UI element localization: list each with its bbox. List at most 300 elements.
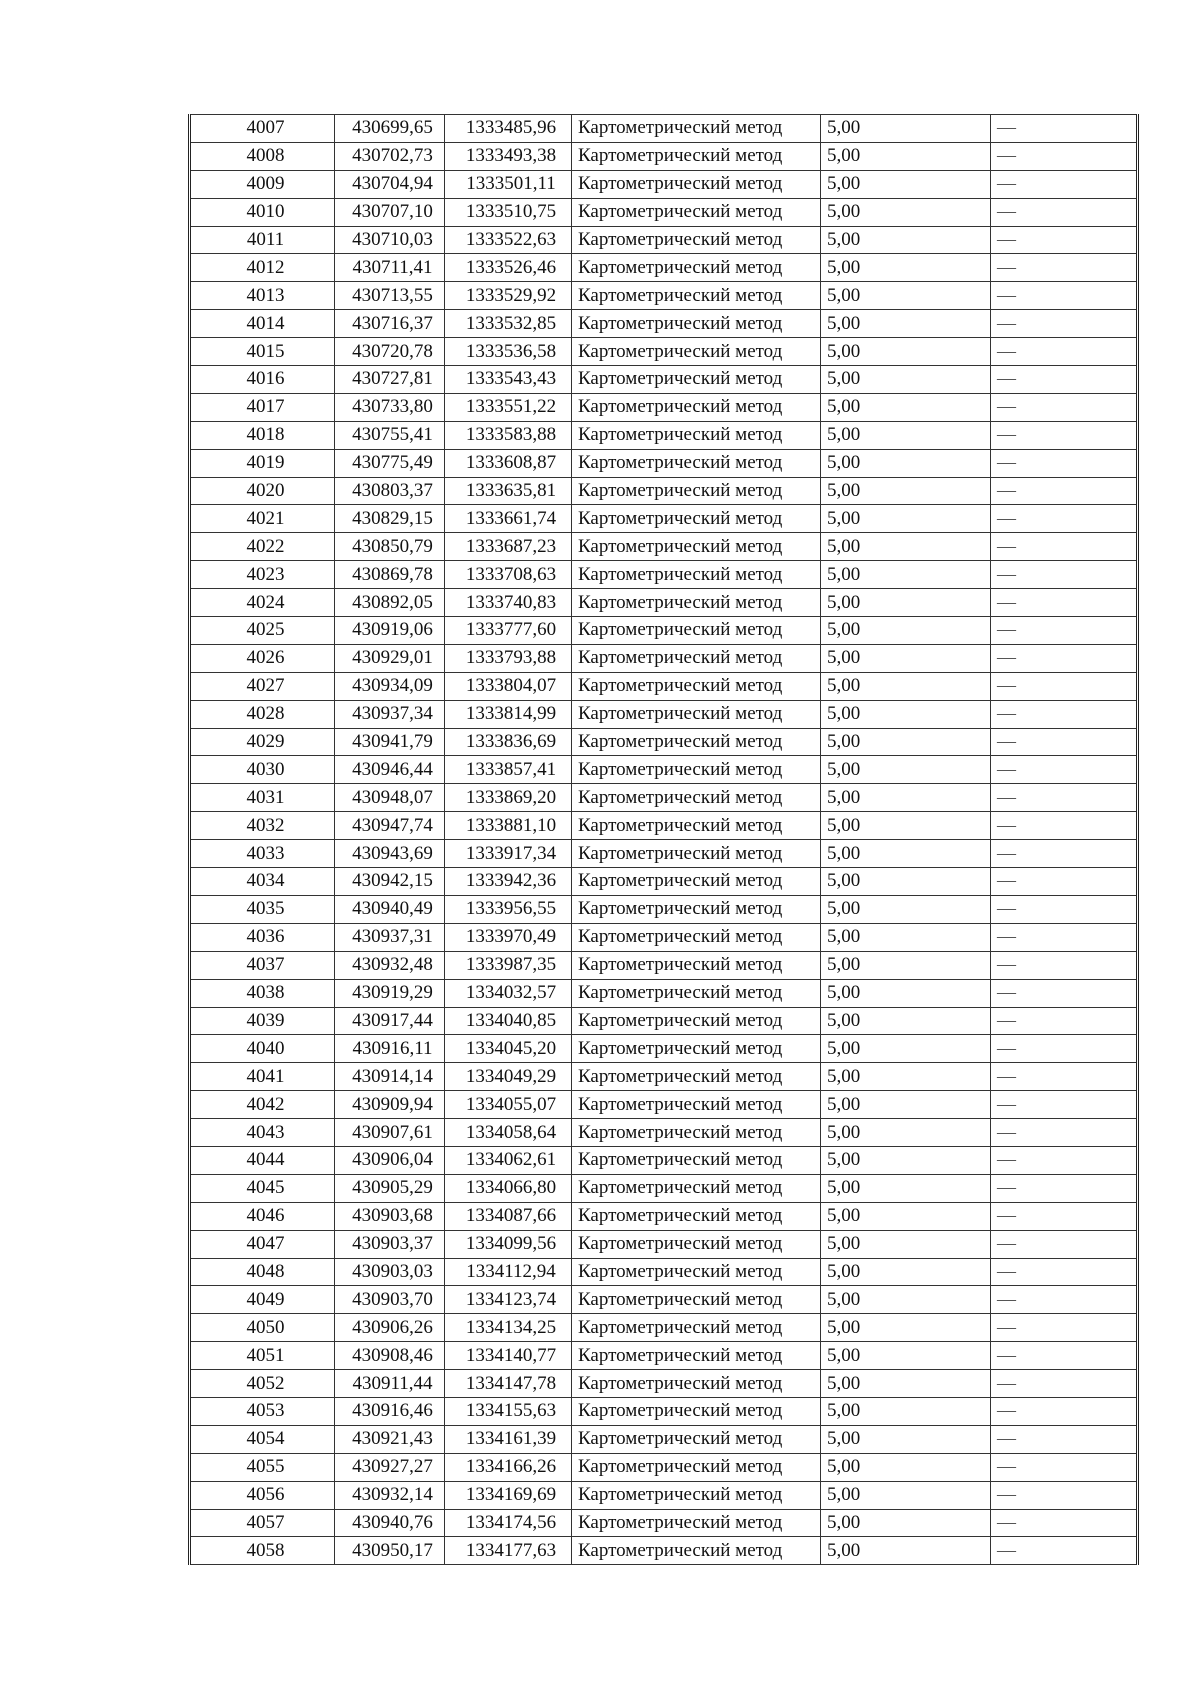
- method-cell: Картометрический метод: [572, 1146, 821, 1174]
- accuracy-cell: 5,00: [821, 505, 991, 533]
- method-cell: Картометрический метод: [572, 338, 821, 366]
- x-coordinate-cell: 430937,34: [335, 700, 445, 728]
- point-number-cell: 4055: [190, 1453, 335, 1481]
- accuracy-cell: 5,00: [821, 644, 991, 672]
- table-row: [190, 756, 1138, 784]
- table-row: [190, 1258, 1138, 1286]
- table-row: [190, 1007, 1138, 1035]
- x-coordinate-cell: 430911,44: [335, 1370, 445, 1398]
- x-coordinate-cell: 430903,68: [335, 1202, 445, 1230]
- note-cell: —: [991, 756, 1138, 784]
- method-cell: Картометрический метод: [572, 923, 821, 951]
- point-number-cell: 4009: [190, 170, 335, 198]
- x-coordinate-cell: 430716,37: [335, 310, 445, 338]
- y-coordinate-cell: 1334174,56: [445, 1509, 572, 1537]
- point-number-cell: 4029: [190, 728, 335, 756]
- table-row: [190, 617, 1138, 645]
- note-cell: —: [991, 1397, 1138, 1425]
- method-cell: Картометрический метод: [572, 561, 821, 589]
- y-coordinate-cell: 1334049,29: [445, 1063, 572, 1091]
- x-coordinate-cell: 430775,49: [335, 449, 445, 477]
- x-coordinate-cell: 430906,26: [335, 1314, 445, 1342]
- x-coordinate-cell: 430850,79: [335, 533, 445, 561]
- x-coordinate-cell: 430940,49: [335, 895, 445, 923]
- point-number-cell: 4019: [190, 449, 335, 477]
- y-coordinate-cell: 1333485,96: [445, 115, 572, 143]
- method-cell: Картометрический метод: [572, 115, 821, 143]
- method-cell: Картометрический метод: [572, 979, 821, 1007]
- point-number-cell: 4010: [190, 198, 335, 226]
- method-cell: Картометрический метод: [572, 449, 821, 477]
- accuracy-cell: 5,00: [821, 1230, 991, 1258]
- point-number-cell: 4031: [190, 784, 335, 812]
- table-row: [190, 282, 1138, 310]
- point-number-cell: 4030: [190, 756, 335, 784]
- method-cell: Картометрический метод: [572, 784, 821, 812]
- table-row: [190, 366, 1138, 394]
- method-cell: Картометрический метод: [572, 589, 821, 617]
- accuracy-cell: 5,00: [821, 840, 991, 868]
- note-cell: —: [991, 1035, 1138, 1063]
- table-row: [190, 1230, 1138, 1258]
- accuracy-cell: 5,00: [821, 951, 991, 979]
- accuracy-cell: 5,00: [821, 1258, 991, 1286]
- table-row: [190, 1202, 1138, 1230]
- accuracy-cell: 5,00: [821, 700, 991, 728]
- point-number-cell: 4050: [190, 1314, 335, 1342]
- y-coordinate-cell: 1334045,20: [445, 1035, 572, 1063]
- note-cell: —: [991, 1146, 1138, 1174]
- note-cell: —: [991, 784, 1138, 812]
- point-number-cell: 4013: [190, 282, 335, 310]
- note-cell: —: [991, 198, 1138, 226]
- accuracy-cell: 5,00: [821, 1035, 991, 1063]
- note-cell: —: [991, 1063, 1138, 1091]
- table-row: [190, 561, 1138, 589]
- accuracy-cell: 5,00: [821, 979, 991, 1007]
- method-cell: Картометрический метод: [572, 1063, 821, 1091]
- method-cell: Картометрический метод: [572, 198, 821, 226]
- x-coordinate-cell: 430720,78: [335, 338, 445, 366]
- note-cell: —: [991, 1342, 1138, 1370]
- point-number-cell: 4008: [190, 142, 335, 170]
- note-cell: —: [991, 895, 1138, 923]
- accuracy-cell: 5,00: [821, 1314, 991, 1342]
- table-row: [190, 505, 1138, 533]
- x-coordinate-cell: 430932,14: [335, 1481, 445, 1509]
- point-number-cell: 4052: [190, 1370, 335, 1398]
- x-coordinate-cell: 430903,03: [335, 1258, 445, 1286]
- point-number-cell: 4046: [190, 1202, 335, 1230]
- y-coordinate-cell: 1333687,23: [445, 533, 572, 561]
- method-cell: Картометрический метод: [572, 282, 821, 310]
- x-coordinate-cell: 430727,81: [335, 366, 445, 394]
- method-cell: Картометрический метод: [572, 644, 821, 672]
- point-number-cell: 4051: [190, 1342, 335, 1370]
- y-coordinate-cell: 1333543,43: [445, 366, 572, 394]
- method-cell: Картометрический метод: [572, 812, 821, 840]
- y-coordinate-cell: 1333987,35: [445, 951, 572, 979]
- method-cell: Картометрический метод: [572, 840, 821, 868]
- y-coordinate-cell: 1334062,61: [445, 1146, 572, 1174]
- accuracy-cell: 5,00: [821, 449, 991, 477]
- table-row: [190, 1481, 1138, 1509]
- method-cell: Картометрический метод: [572, 1342, 821, 1370]
- y-coordinate-cell: 1334140,77: [445, 1342, 572, 1370]
- accuracy-cell: 5,00: [821, 1342, 991, 1370]
- point-number-cell: 4054: [190, 1425, 335, 1453]
- table-row: [190, 1174, 1138, 1202]
- point-number-cell: 4043: [190, 1119, 335, 1147]
- x-coordinate-cell: 430919,06: [335, 617, 445, 645]
- note-cell: —: [991, 644, 1138, 672]
- point-number-cell: 4049: [190, 1286, 335, 1314]
- point-number-cell: 4017: [190, 393, 335, 421]
- accuracy-cell: 5,00: [821, 115, 991, 143]
- table-row: [190, 951, 1138, 979]
- x-coordinate-cell: 430940,76: [335, 1509, 445, 1537]
- y-coordinate-cell: 1334161,39: [445, 1425, 572, 1453]
- x-coordinate-cell: 430947,74: [335, 812, 445, 840]
- y-coordinate-cell: 1333942,36: [445, 868, 572, 896]
- x-coordinate-cell: 430914,14: [335, 1063, 445, 1091]
- x-coordinate-cell: 430733,80: [335, 393, 445, 421]
- y-coordinate-cell: 1334169,69: [445, 1481, 572, 1509]
- accuracy-cell: 5,00: [821, 282, 991, 310]
- table-row: [190, 1035, 1138, 1063]
- y-coordinate-cell: 1333917,34: [445, 840, 572, 868]
- table-row: [190, 421, 1138, 449]
- note-cell: —: [991, 449, 1138, 477]
- point-number-cell: 4032: [190, 812, 335, 840]
- method-cell: Картометрический метод: [572, 226, 821, 254]
- x-coordinate-cell: 430892,05: [335, 589, 445, 617]
- x-coordinate-cell: 430950,17: [335, 1537, 445, 1565]
- x-coordinate-cell: 430917,44: [335, 1007, 445, 1035]
- point-number-cell: 4040: [190, 1035, 335, 1063]
- y-coordinate-cell: 1333510,75: [445, 198, 572, 226]
- method-cell: Картометрический метод: [572, 477, 821, 505]
- x-coordinate-cell: 430916,11: [335, 1035, 445, 1063]
- accuracy-cell: 5,00: [821, 728, 991, 756]
- accuracy-cell: 5,00: [821, 561, 991, 589]
- accuracy-cell: 5,00: [821, 1370, 991, 1398]
- x-coordinate-cell: 430906,04: [335, 1146, 445, 1174]
- y-coordinate-cell: 1333661,74: [445, 505, 572, 533]
- x-coordinate-cell: 430942,15: [335, 868, 445, 896]
- coordinates-table-body: [190, 115, 1138, 1565]
- y-coordinate-cell: 1333583,88: [445, 421, 572, 449]
- note-cell: —: [991, 1314, 1138, 1342]
- table-row: [190, 700, 1138, 728]
- accuracy-cell: 5,00: [821, 1091, 991, 1119]
- note-cell: —: [991, 979, 1138, 1007]
- note-cell: —: [991, 338, 1138, 366]
- method-cell: Картометрический метод: [572, 700, 821, 728]
- y-coordinate-cell: 1333970,49: [445, 923, 572, 951]
- x-coordinate-cell: 430948,07: [335, 784, 445, 812]
- method-cell: Картометрический метод: [572, 1453, 821, 1481]
- method-cell: Картометрический метод: [572, 756, 821, 784]
- x-coordinate-cell: 430934,09: [335, 672, 445, 700]
- method-cell: Картометрический метод: [572, 672, 821, 700]
- x-coordinate-cell: 430943,69: [335, 840, 445, 868]
- note-cell: —: [991, 1174, 1138, 1202]
- point-number-cell: 4016: [190, 366, 335, 394]
- note-cell: —: [991, 1230, 1138, 1258]
- y-coordinate-cell: 1333635,81: [445, 477, 572, 505]
- point-number-cell: 4014: [190, 310, 335, 338]
- table-row: [190, 115, 1138, 143]
- accuracy-cell: 5,00: [821, 142, 991, 170]
- accuracy-cell: 5,00: [821, 1063, 991, 1091]
- accuracy-cell: 5,00: [821, 1481, 991, 1509]
- x-coordinate-cell: 430908,46: [335, 1342, 445, 1370]
- table-row: [190, 1397, 1138, 1425]
- y-coordinate-cell: 1333608,87: [445, 449, 572, 477]
- table-row: [190, 812, 1138, 840]
- note-cell: —: [991, 421, 1138, 449]
- y-coordinate-cell: 1333493,38: [445, 142, 572, 170]
- note-cell: —: [991, 1091, 1138, 1119]
- method-cell: Картометрический метод: [572, 1091, 821, 1119]
- method-cell: Картометрический метод: [572, 170, 821, 198]
- point-number-cell: 4047: [190, 1230, 335, 1258]
- y-coordinate-cell: 1333740,83: [445, 589, 572, 617]
- note-cell: —: [991, 226, 1138, 254]
- y-coordinate-cell: 1333804,07: [445, 672, 572, 700]
- note-cell: —: [991, 254, 1138, 282]
- y-coordinate-cell: 1333536,58: [445, 338, 572, 366]
- x-coordinate-cell: 430713,55: [335, 282, 445, 310]
- y-coordinate-cell: 1333708,63: [445, 561, 572, 589]
- x-coordinate-cell: 430707,10: [335, 198, 445, 226]
- x-coordinate-cell: 430711,41: [335, 254, 445, 282]
- accuracy-cell: 5,00: [821, 1146, 991, 1174]
- point-number-cell: 4034: [190, 868, 335, 896]
- y-coordinate-cell: 1334099,56: [445, 1230, 572, 1258]
- table-row: [190, 1509, 1138, 1537]
- table-row: [190, 254, 1138, 282]
- note-cell: —: [991, 477, 1138, 505]
- accuracy-cell: 5,00: [821, 366, 991, 394]
- accuracy-cell: 5,00: [821, 756, 991, 784]
- point-number-cell: 4044: [190, 1146, 335, 1174]
- y-coordinate-cell: 1334040,85: [445, 1007, 572, 1035]
- table-row: [190, 226, 1138, 254]
- method-cell: Картометрический метод: [572, 310, 821, 338]
- y-coordinate-cell: 1334112,94: [445, 1258, 572, 1286]
- note-cell: —: [991, 115, 1138, 143]
- x-coordinate-cell: 430803,37: [335, 477, 445, 505]
- note-cell: —: [991, 812, 1138, 840]
- y-coordinate-cell: 1333551,22: [445, 393, 572, 421]
- accuracy-cell: 5,00: [821, 589, 991, 617]
- x-coordinate-cell: 430921,43: [335, 1425, 445, 1453]
- point-number-cell: 4024: [190, 589, 335, 617]
- table-row: [190, 1314, 1138, 1342]
- accuracy-cell: 5,00: [821, 170, 991, 198]
- note-cell: —: [991, 868, 1138, 896]
- table-row: [190, 449, 1138, 477]
- point-number-cell: 4021: [190, 505, 335, 533]
- method-cell: Картометрический метод: [572, 1537, 821, 1565]
- y-coordinate-cell: 1333532,85: [445, 310, 572, 338]
- accuracy-cell: 5,00: [821, 254, 991, 282]
- table-row: [190, 1091, 1138, 1119]
- point-number-cell: 4035: [190, 895, 335, 923]
- y-coordinate-cell: 1333881,10: [445, 812, 572, 840]
- y-coordinate-cell: 1334155,63: [445, 1397, 572, 1425]
- table-row: [190, 1146, 1138, 1174]
- accuracy-cell: 5,00: [821, 923, 991, 951]
- note-cell: —: [991, 533, 1138, 561]
- accuracy-cell: 5,00: [821, 1174, 991, 1202]
- accuracy-cell: 5,00: [821, 1425, 991, 1453]
- point-number-cell: 4038: [190, 979, 335, 1007]
- note-cell: —: [991, 1537, 1138, 1565]
- note-cell: —: [991, 1425, 1138, 1453]
- accuracy-cell: 5,00: [821, 1537, 991, 1565]
- note-cell: —: [991, 1258, 1138, 1286]
- method-cell: Картометрический метод: [572, 1007, 821, 1035]
- accuracy-cell: 5,00: [821, 1202, 991, 1230]
- accuracy-cell: 5,00: [821, 477, 991, 505]
- accuracy-cell: 5,00: [821, 310, 991, 338]
- y-coordinate-cell: 1333526,46: [445, 254, 572, 282]
- x-coordinate-cell: 430903,70: [335, 1286, 445, 1314]
- table-row: [190, 393, 1138, 421]
- note-cell: —: [991, 1370, 1138, 1398]
- point-number-cell: 4027: [190, 672, 335, 700]
- method-cell: Картометрический метод: [572, 533, 821, 561]
- note-cell: —: [991, 393, 1138, 421]
- table-row: [190, 1119, 1138, 1147]
- x-coordinate-cell: 430755,41: [335, 421, 445, 449]
- method-cell: Картометрический метод: [572, 1425, 821, 1453]
- note-cell: —: [991, 1481, 1138, 1509]
- point-number-cell: 4036: [190, 923, 335, 951]
- point-number-cell: 4018: [190, 421, 335, 449]
- method-cell: Картометрический метод: [572, 254, 821, 282]
- point-number-cell: 4033: [190, 840, 335, 868]
- y-coordinate-cell: 1334055,07: [445, 1091, 572, 1119]
- accuracy-cell: 5,00: [821, 338, 991, 366]
- y-coordinate-cell: 1334177,63: [445, 1537, 572, 1565]
- y-coordinate-cell: 1333522,63: [445, 226, 572, 254]
- accuracy-cell: 5,00: [821, 1286, 991, 1314]
- y-coordinate-cell: 1333869,20: [445, 784, 572, 812]
- table-row: [190, 672, 1138, 700]
- table-row: [190, 142, 1138, 170]
- coordinates-table: [188, 114, 1139, 1565]
- method-cell: Картометрический метод: [572, 1314, 821, 1342]
- table-row: [190, 1537, 1138, 1565]
- accuracy-cell: 5,00: [821, 533, 991, 561]
- accuracy-cell: 5,00: [821, 1119, 991, 1147]
- x-coordinate-cell: 430702,73: [335, 142, 445, 170]
- point-number-cell: 4020: [190, 477, 335, 505]
- point-number-cell: 4041: [190, 1063, 335, 1091]
- x-coordinate-cell: 430699,65: [335, 115, 445, 143]
- table-row: [190, 979, 1138, 1007]
- point-number-cell: 4025: [190, 617, 335, 645]
- x-coordinate-cell: 430919,29: [335, 979, 445, 1007]
- table-row: [190, 728, 1138, 756]
- note-cell: —: [991, 505, 1138, 533]
- table-row: [190, 1063, 1138, 1091]
- accuracy-cell: 5,00: [821, 868, 991, 896]
- accuracy-cell: 5,00: [821, 1397, 991, 1425]
- note-cell: —: [991, 840, 1138, 868]
- method-cell: Картометрический метод: [572, 951, 821, 979]
- note-cell: —: [991, 951, 1138, 979]
- x-coordinate-cell: 430937,31: [335, 923, 445, 951]
- y-coordinate-cell: 1334166,26: [445, 1453, 572, 1481]
- point-number-cell: 4023: [190, 561, 335, 589]
- table-row: [190, 1370, 1138, 1398]
- x-coordinate-cell: 430946,44: [335, 756, 445, 784]
- method-cell: Картометрический метод: [572, 1397, 821, 1425]
- x-coordinate-cell: 430869,78: [335, 561, 445, 589]
- x-coordinate-cell: 430704,94: [335, 170, 445, 198]
- accuracy-cell: 5,00: [821, 895, 991, 923]
- method-cell: Картометрический метод: [572, 895, 821, 923]
- y-coordinate-cell: 1334123,74: [445, 1286, 572, 1314]
- y-coordinate-cell: 1334134,25: [445, 1314, 572, 1342]
- point-number-cell: 4058: [190, 1537, 335, 1565]
- note-cell: —: [991, 310, 1138, 338]
- method-cell: Картометрический метод: [572, 728, 821, 756]
- note-cell: —: [991, 923, 1138, 951]
- method-cell: Картометрический метод: [572, 1258, 821, 1286]
- note-cell: —: [991, 1453, 1138, 1481]
- y-coordinate-cell: 1334058,64: [445, 1119, 572, 1147]
- note-cell: —: [991, 1509, 1138, 1537]
- point-number-cell: 4022: [190, 533, 335, 561]
- point-number-cell: 4015: [190, 338, 335, 366]
- method-cell: Картометрический метод: [572, 1202, 821, 1230]
- accuracy-cell: 5,00: [821, 784, 991, 812]
- y-coordinate-cell: 1334147,78: [445, 1370, 572, 1398]
- point-number-cell: 4026: [190, 644, 335, 672]
- accuracy-cell: 5,00: [821, 226, 991, 254]
- y-coordinate-cell: 1333777,60: [445, 617, 572, 645]
- point-number-cell: 4012: [190, 254, 335, 282]
- x-coordinate-cell: 430909,94: [335, 1091, 445, 1119]
- x-coordinate-cell: 430903,37: [335, 1230, 445, 1258]
- point-number-cell: 4007: [190, 115, 335, 143]
- method-cell: Картометрический метод: [572, 868, 821, 896]
- point-number-cell: 4056: [190, 1481, 335, 1509]
- y-coordinate-cell: 1333793,88: [445, 644, 572, 672]
- method-cell: Картометрический метод: [572, 393, 821, 421]
- point-number-cell: 4028: [190, 700, 335, 728]
- table-row: [190, 198, 1138, 226]
- point-number-cell: 4011: [190, 226, 335, 254]
- y-coordinate-cell: 1333836,69: [445, 728, 572, 756]
- accuracy-cell: 5,00: [821, 1453, 991, 1481]
- note-cell: —: [991, 1202, 1138, 1230]
- table-row: [190, 895, 1138, 923]
- note-cell: —: [991, 617, 1138, 645]
- table-row: [190, 1453, 1138, 1481]
- note-cell: —: [991, 561, 1138, 589]
- accuracy-cell: 5,00: [821, 421, 991, 449]
- table-row: [190, 923, 1138, 951]
- note-cell: —: [991, 1119, 1138, 1147]
- x-coordinate-cell: 430829,15: [335, 505, 445, 533]
